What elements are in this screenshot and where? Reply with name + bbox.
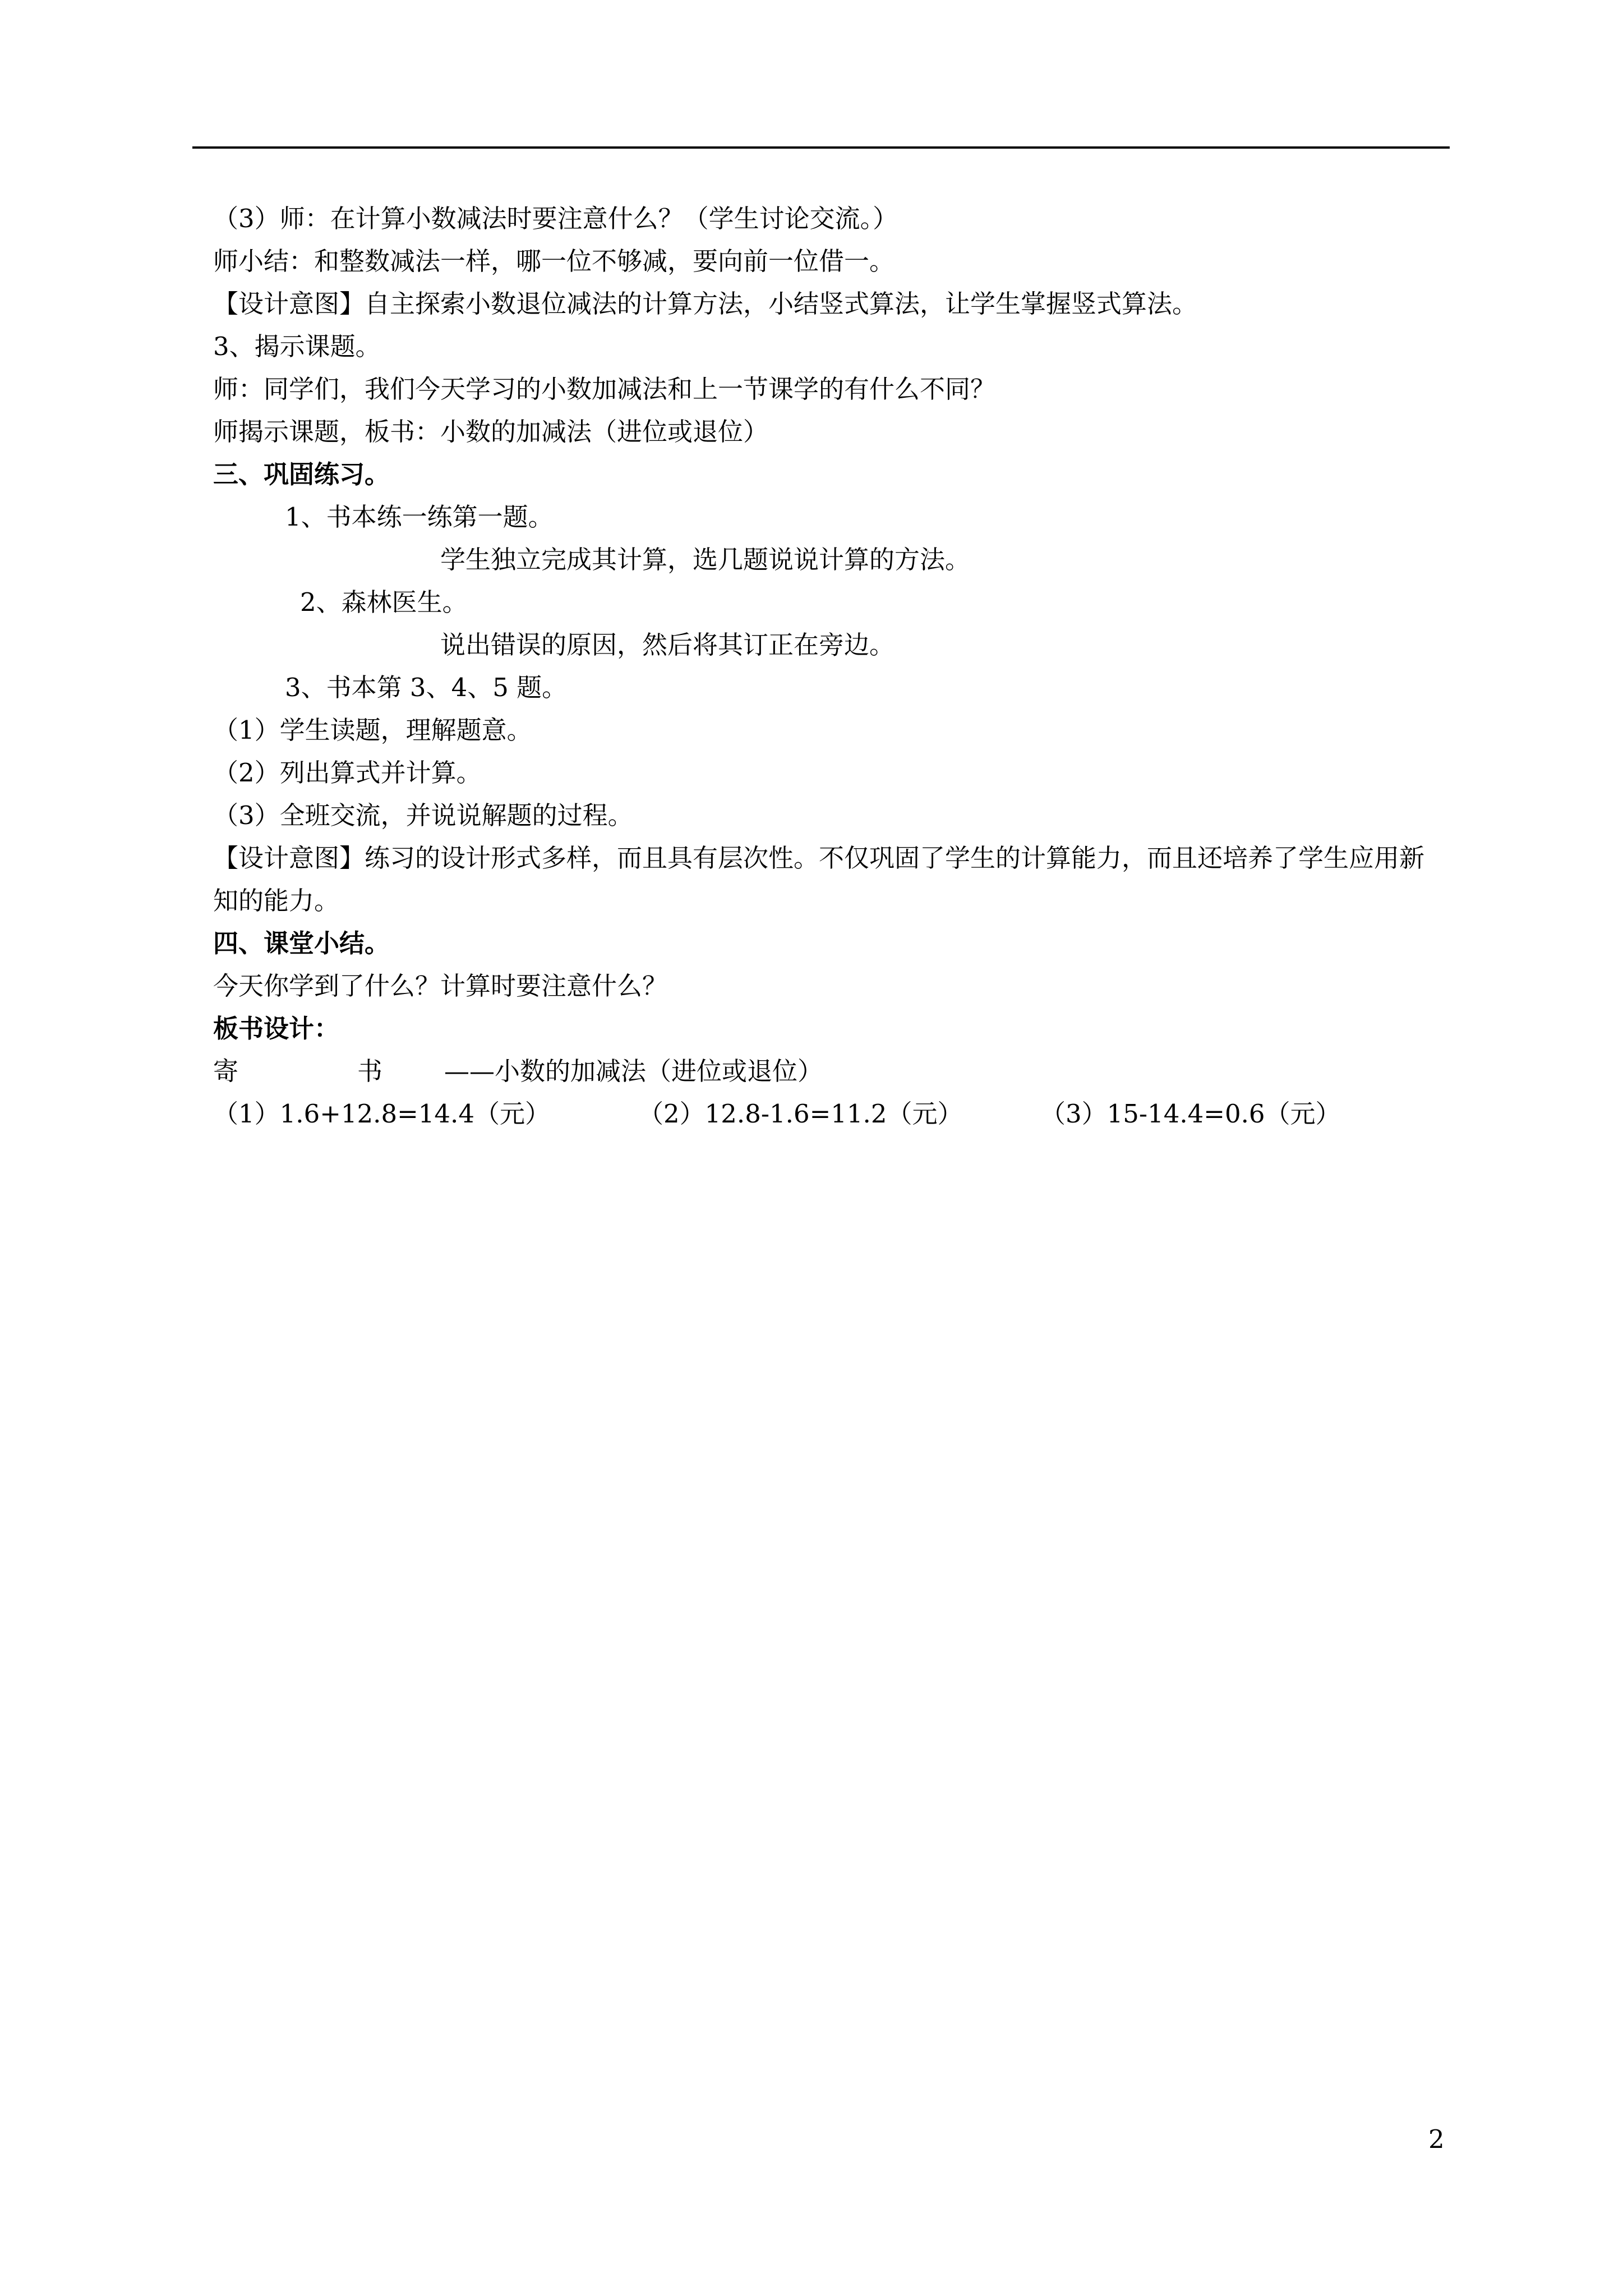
section-heading: 四、课堂小结。 <box>213 928 390 958</box>
exercise-step: （2）列出算式并计算。 <box>213 758 482 788</box>
paragraph-line: 师揭示课题，板书：小数的加减法（进位或退位） <box>213 417 769 447</box>
summary-text: 今天你学到了什么？计算时要注意什么？ <box>213 971 668 1001</box>
paragraph-line: 师小结：和整数减法一样，哪一位不够减，要向前一位借一。 <box>213 246 895 276</box>
exercise-item: 1、书本练一练第一题。 <box>285 502 554 532</box>
design-intent-paragraph: 【设计意图】练习的设计形式多样，而且具有层次性。不仅巩固了学生的计算能力，而且还培养了学生应用新知的能力。 <box>213 843 1425 915</box>
header-rule <box>192 146 1450 149</box>
paragraph-line: （3）师：在计算小数减法时要注意什么？（学生讨论交流。） <box>213 204 898 233</box>
formula: （2）12.8-1.6=11.2（元） <box>638 1099 963 1129</box>
section-heading: 三、巩固练习。 <box>213 459 390 489</box>
page-number: 2 <box>1428 2124 1445 2154</box>
exercise-step: （1）学生读题，理解题意。 <box>213 715 532 745</box>
board-design-heading: 板书设计： <box>213 1014 340 1043</box>
paragraph-line: 师：同学们，我们今天学习的小数加减法和上一节课学的有什么不同？ <box>213 374 996 404</box>
paragraph-line: 3、揭示课题。 <box>213 332 381 361</box>
exercise-note: 说出错误的原因，然后将其订正在旁边。 <box>440 630 895 660</box>
board-char: 书 <box>357 1056 383 1086</box>
formula: （3）15-14.4=0.6（元） <box>1040 1099 1341 1129</box>
paragraph-line: 【设计意图】自主探索小数退位减法的计算方法，小结竖式算法，让学生掌握竖式算法。 <box>213 289 1198 319</box>
board-title-line <box>213 1050 1447 1093</box>
formula: （1）1.6+12.8=14.4（元） <box>213 1099 550 1129</box>
exercise-item: 3、书本第 3、4、5 题。 <box>285 673 568 702</box>
board-title: ——小数的加减法（进位或退位） <box>444 1056 823 1086</box>
exercise-item: 2、森林医生。 <box>300 587 468 617</box>
board-char: 寄 <box>213 1056 239 1086</box>
document-body <box>213 197 1447 1135</box>
exercise-note: 学生独立完成其计算，选几题说说计算的方法。 <box>440 545 971 574</box>
exercise-step: （3）全班交流，并说说解题的过程。 <box>213 800 633 830</box>
board-formulas <box>213 1093 1447 1135</box>
